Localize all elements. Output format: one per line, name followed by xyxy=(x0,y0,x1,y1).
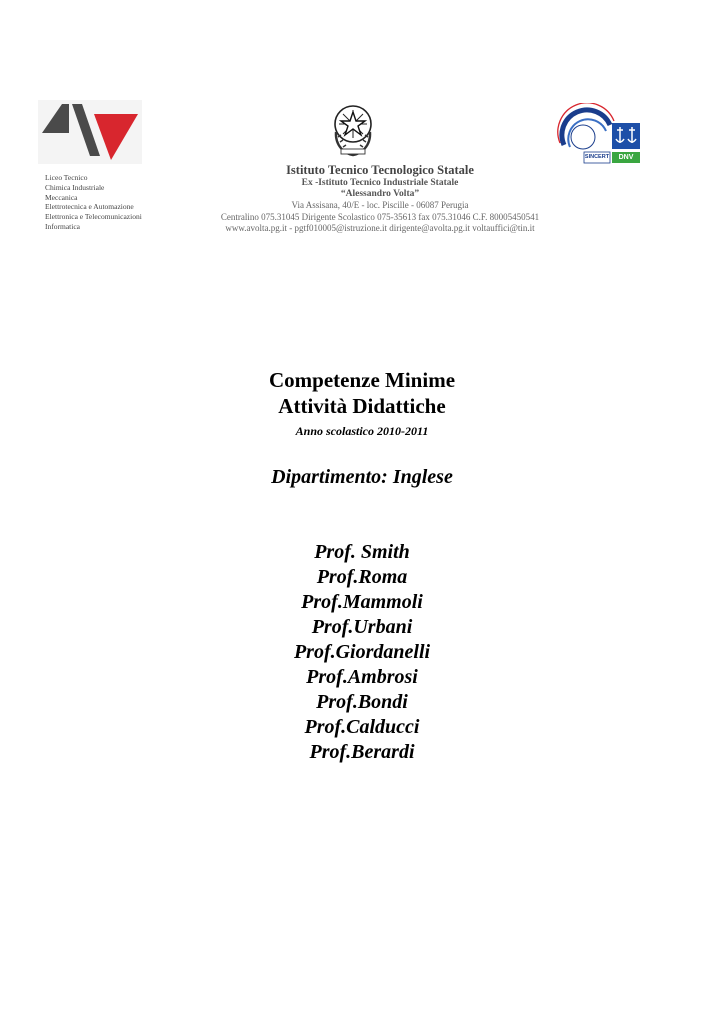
institute-name: Istituto Tecnico Tecnologico Statale xyxy=(286,163,474,177)
sincert-mark: SINCERT xyxy=(584,154,610,160)
dnv-mark: DNV xyxy=(618,154,634,161)
course-item: Chimica Industriale xyxy=(45,182,105,192)
department-title: Dipartimento: Inglese xyxy=(271,466,453,488)
av-logo xyxy=(38,100,142,164)
professor-name: Prof.Urbani xyxy=(311,616,413,638)
institute-phones: Centralino 075.31045 Dirigente Scolastico 075-35613 fax 075.31046 C.F. 80005450541 xyxy=(220,211,540,222)
course-item: Liceo Tecnico xyxy=(45,173,88,182)
professor-name: Prof.Bondi xyxy=(316,691,408,713)
professor-name: Prof.Mammoli xyxy=(301,591,423,613)
institute-namesake: “Alessandro Volta” xyxy=(340,189,420,199)
professor-name: Prof. Smith xyxy=(314,541,410,563)
av-logo-icon xyxy=(38,100,142,164)
institute-header xyxy=(160,163,600,235)
course-item: Informatica xyxy=(45,221,80,231)
institute-former-name: Ex -Istituto Tecnico Industriale Statale xyxy=(301,178,459,188)
document-title-line1: Competenze Minime xyxy=(268,368,456,392)
institute-address: Via Assisana, 40/E - loc. Piscille - 06087 Perugia xyxy=(291,200,469,210)
school-year: Anno scolastico 2010-2011 xyxy=(295,424,429,438)
document-title-line2: Attività Didattiche xyxy=(278,394,446,418)
professor-name: Prof.Berardi xyxy=(309,741,415,763)
professor-name: Prof.Calducci xyxy=(304,716,420,738)
course-item: Elettronica e Telecomunicazioni xyxy=(45,212,142,222)
course-item: Elettrotecnica e Automazione xyxy=(45,202,134,212)
professor-name: Prof.Ambrosi xyxy=(306,666,418,688)
course-list xyxy=(45,173,175,232)
professor-name: Prof.Roma xyxy=(316,566,408,588)
institute-web-contacts: www.avolta.pg.it - pgtf010005@istruzione.it dirigente@avolta.pg.it voltauffici@tin.it xyxy=(225,223,535,233)
italian-republic-emblem-icon xyxy=(331,102,375,158)
professor-name: Prof.Giordanelli xyxy=(293,641,431,663)
professor-list xyxy=(0,540,724,765)
certification-logo xyxy=(552,103,644,169)
course-item: Meccanica xyxy=(45,192,78,202)
